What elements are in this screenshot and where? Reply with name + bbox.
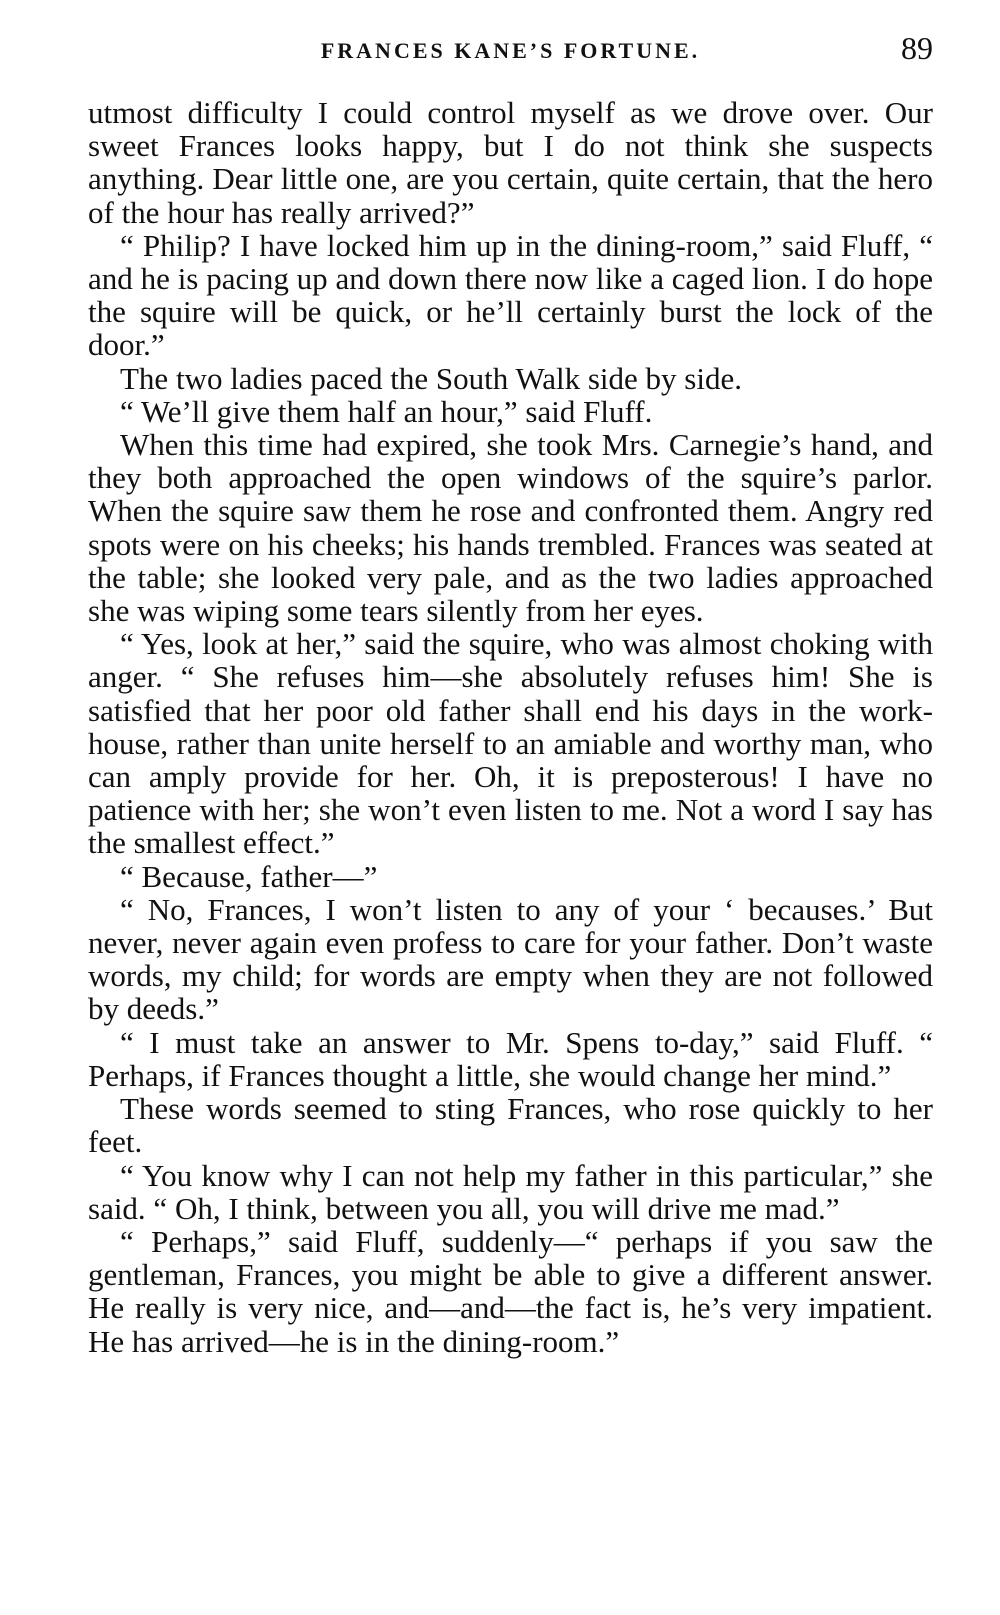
page-number: 89 bbox=[901, 30, 933, 66]
paragraph-12: “ Perhaps,” said Fluff, suddenly—“ perhaps if you saw the gentleman, Frances, you might be able to give a different answer. He really is very nice, and—and—the fact is, he’s very impatient. He has arrived—he is in the dining-room.” bbox=[88, 1223, 933, 1359]
paragraph-11: “ You know why I can not help my father in this particular,” she said. “ Oh, I think, between you all, you will drive me mad.” bbox=[88, 1157, 933, 1226]
paragraph-1: utmost difficulty I could control myself as we drove over. Our sweet Frances looks happy, but I do not think she suspects anything. Dear little one, are you certain, quite certain, that the hero of the hour has really arrived?” bbox=[88, 95, 933, 230]
running-title: FRANCES KANE’S FORTUNE. bbox=[320, 38, 701, 63]
paragraph-7: “ Because, father—” bbox=[120, 858, 378, 894]
paragraph-4: “ We’ll give them half an hour,” said Fluff. bbox=[120, 393, 653, 429]
paragraph-8: “ No, Frances, I won’t listen to any of your ‘ becauses.’ But never, never again even profess to care for your father. Don’t waste words, my child; for words are empty when they are not followed by deeds.” bbox=[88, 891, 933, 1027]
paragraph-5: When this time had expired, she took Mrs. Carnegie’s hand, and they both approached the open windows of the squire’s parlor. When the squire saw them he rose and confronted them. Angry red spots were on his cheeks; his hands trembled. Frances was seated at the table; she looked very pale, and as the two ladies approached she was wiping some tears silently from her eyes. bbox=[88, 427, 933, 629]
paragraph-10: These words seemed to sting Frances, who rose quickly to her feet. bbox=[88, 1091, 933, 1160]
body-text bbox=[88, 96, 933, 1358]
paragraph-2: “ Philip? I have locked him up in the dining-room,” said Fluff, “ and he is pacing up and down there now like a caged lion. I do hope the squire will be quick, or he’ll certainly burst the lock of the door.” bbox=[88, 227, 933, 363]
paragraph-6: “ Yes, look at her,” said the squire, who was almost choking with anger. “ She refuses him—she absolutely refuses him! She is satisfied that her poor old father shall end his days in the work-house, rather than unite herself to an amiable and worthy man, who can amply provide for her. Oh, it is preposterous! I have no patience with her; she won’t even listen to me. Not a word I say has the smallest effect.” bbox=[88, 626, 933, 861]
paragraph-9: “ I must take an answer to Mr. Spens to-day,” said Fluff. “ Perhaps, if Frances thought a little, she would change her mind.” bbox=[88, 1024, 933, 1093]
paragraph-3: The two ladies paced the South Walk side by side. bbox=[120, 360, 742, 396]
running-head bbox=[88, 30, 933, 70]
